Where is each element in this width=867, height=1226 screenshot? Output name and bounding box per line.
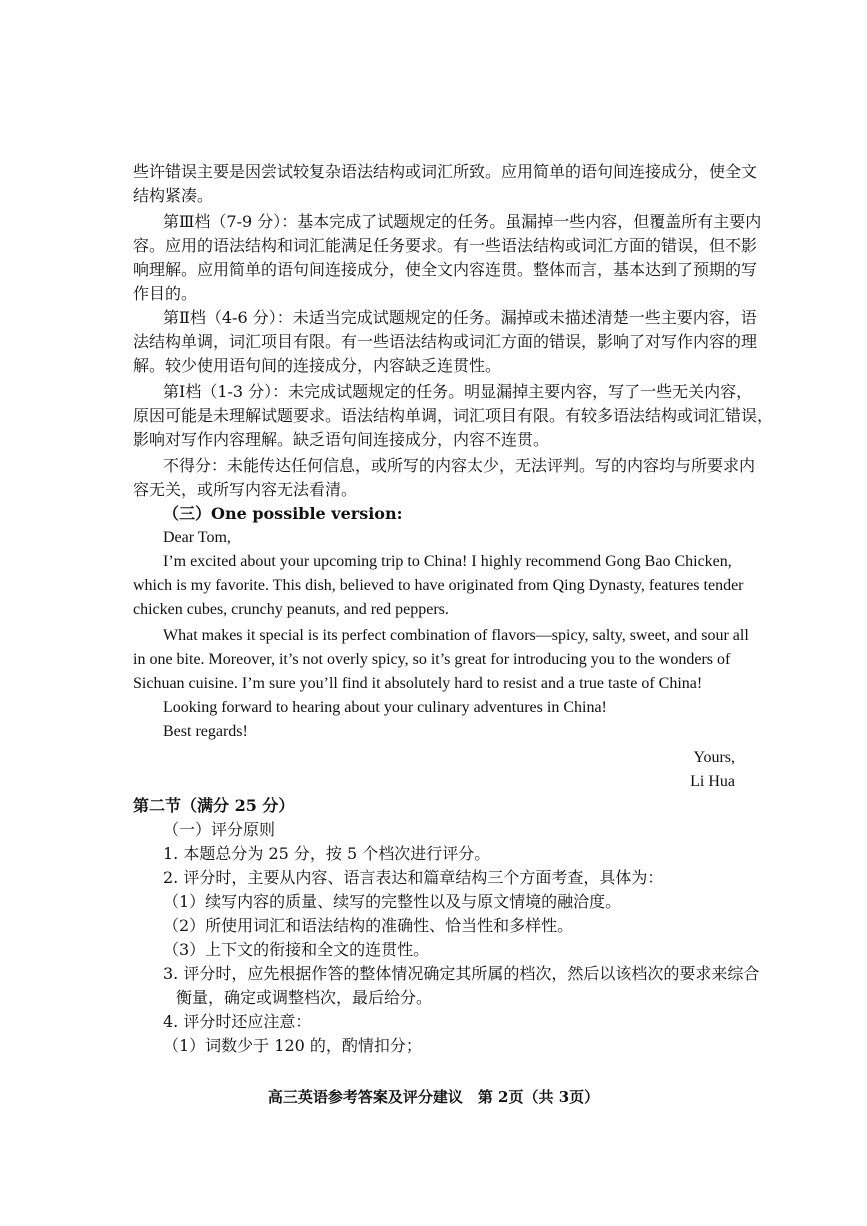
level2-line1: 第Ⅱ档（4-6 分）：未适当完成试题规定的任务。漏掉或未描述清楚一些主要内容，语 (163, 308, 757, 327)
letter-para1-line2: which is my favorite. This dish, believed to have originated from Qing Dynasty, features tender (133, 577, 744, 594)
zero-score-line2: 容无关，或所写内容无法看清。 (133, 480, 358, 499)
letter-para2-line3: Sichuan cuisine. I’m sure you’ll find it absolutely hard to resist and a true taste of China! (133, 675, 703, 692)
letter-para1-line3: chicken cubes, crunchy peanuts, and red peppers. (133, 601, 449, 618)
principle-sub-3: （3）上下文的衔接和全文的连贯性。 (163, 940, 430, 959)
grading-principles-heading: （一）评分原则 (163, 820, 276, 839)
letter-para2-line2: in one bite. Moreover, it’s not overly spicy, so it’s great for introducing you to the wonders of (133, 651, 731, 668)
grading-continuation-line1: 些许错误主要是因尝试较复杂语法结构或词汇所致。应用简单的语句间连接成分，使全文 (133, 162, 758, 181)
level1-line1: 第Ⅰ档（1-3 分）：未完成试题规定的任务。明显漏掉主要内容，写了一些无关内容， (163, 382, 753, 401)
level2-line2: 法结构单调，词汇项目有限。有一些语法结构或词汇方面的错误，影响了对写作内容的理 (133, 332, 758, 351)
principle-sub-1: （1）续写内容的质量、续写的完整性以及与原文情境的融洽度。 (163, 892, 622, 911)
principle-item-1: 1. 本题总分为 25 分，按 5 个档次进行评分。 (163, 844, 491, 863)
letter-para1-line1: I’m excited about your upcoming trip to China! I highly recommend Gong Bao Chicken, (163, 553, 732, 570)
level3-line1: 第Ⅲ档（7-9 分）：基本完成了试题规定的任务。虽漏掉一些内容，但覆盖所有主要内 (163, 212, 762, 231)
level2-line3: 解。较少使用语句间的连接成分，内容缺乏连贯性。 (133, 356, 502, 375)
principle-item-3-line1: 3. 评分时，应先根据作答的整体情况确定其所属的档次，然后以该档次的要求来综合 (163, 964, 760, 983)
letter-closing: Best regards! (163, 723, 248, 740)
level1-line2: 原因可能是未理解试题要求。语法结构单调，词汇项目有限。有较多语法结构或词汇错误， (133, 406, 774, 425)
principle-item-2: 2. 评分时，主要从内容、语言表达和篇章结构三个方面考查，具体为： (163, 868, 664, 887)
letter-greeting: Dear Tom, (163, 529, 231, 546)
level1-line3: 影响对写作内容理解。缺乏语句间连接成分，内容不连贯。 (133, 430, 550, 449)
section2-title: 第二节（满分 25 分） (133, 796, 295, 815)
sample-heading: （三）One possible version: (163, 504, 403, 523)
level3-line3: 响理解。应用简单的语句间连接成分，使全文内容连贯。整体而言，基本达到了预期的写 (133, 260, 758, 279)
zero-score-line1: 不得分：未能传达任何信息，或所写的内容太少，无法评判。写的内容均与所要求内 (163, 456, 756, 475)
letter-para2-line1: What makes it special is its perfect combination of flavors—spicy, salty, sweet, and sour all (163, 627, 749, 644)
letter-sign-yours: Yours, (693, 749, 735, 766)
level3-line4: 作目的。 (133, 284, 198, 303)
page-footer: 高三英语参考答案及评分建议 第 2页（共 3页） (267, 1088, 600, 1106)
grading-continuation-line2: 结构紧凑。 (133, 186, 214, 205)
principle-item-3-line2: 衡量，确定或调整档次，最后给分。 (176, 988, 433, 1007)
principle-sub-4: （1）词数少于 120 的，酌情扣分； (163, 1036, 422, 1055)
principle-item-4: 4. 评分时还应注意： (163, 1012, 312, 1031)
letter-sign-name: Li Hua (690, 773, 735, 790)
letter-para3: Looking forward to hearing about your culinary adventures in China! (163, 699, 607, 716)
level3-line2: 容。应用的语法结构和词汇能满足任务要求。有一些语法结构或词汇方面的错误，但不影 (133, 236, 758, 255)
principle-sub-2: （2）所使用词汇和语法结构的准确性、恰当性和多样性。 (163, 916, 574, 935)
